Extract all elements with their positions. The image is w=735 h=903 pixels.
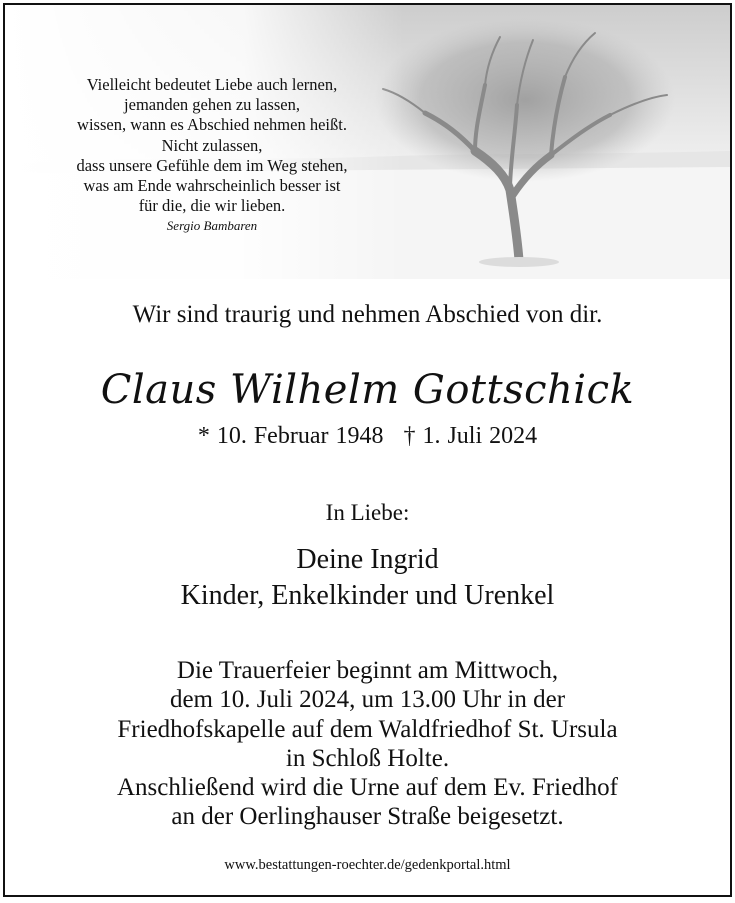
- poem-line: dass unsere Gefühle dem im Weg stehen,: [76, 155, 348, 175]
- poem-line: für die, die wir lieben.: [138, 196, 286, 216]
- deceased-name: Claus Wilhelm Gottschick: [100, 367, 635, 413]
- obituary-notice: [3, 3, 732, 897]
- mourners-intro: In Liebe:: [325, 500, 410, 525]
- memorial-portal-url: www.bestattungen-roechter.de/gedenkportal.html: [224, 857, 511, 873]
- mourner-line: Deine Ingrid: [296, 544, 439, 575]
- birth-date: * 10. Februar 1948: [197, 423, 384, 449]
- poem-line: Nicht zulassen,: [161, 135, 263, 155]
- poem-quote: [27, 75, 397, 235]
- service-line: dem 10. Juli 2024, um 13.00 Uhr in der: [169, 686, 566, 714]
- service-line: Die Trauerfeier beginnt am Mittwoch,: [176, 657, 559, 684]
- life-dates: [5, 423, 730, 450]
- poem-author: Sergio Bambaren: [166, 218, 258, 234]
- funeral-service-details: [5, 656, 730, 832]
- farewell-headline: Wir sind traurig und nehmen Abschied von dir.: [132, 301, 603, 328]
- poem-line: was am Ende wahrscheinlich besser ist: [83, 176, 341, 196]
- service-line: an der Oerlinghauser Straße beigesetzt.: [171, 803, 564, 831]
- poem-line: Vielleicht bedeutet Liebe auch lernen,: [86, 75, 338, 94]
- mourner-line: Kinder, Enkelkinder und Urenkel: [180, 580, 555, 611]
- service-line: in Schloß Holte.: [285, 744, 450, 772]
- mourners-list: [5, 542, 730, 614]
- service-line: Anschließend wird die Urne auf dem Ev. Friedhof: [116, 774, 618, 802]
- poem-line: jemanden gehen zu lassen,: [124, 95, 300, 115]
- death-date: † 1. Juli 2024: [403, 423, 538, 449]
- poem-line: wissen, wann es Abschied nehmen heißt.: [77, 115, 347, 135]
- service-line: Friedhofskapelle auf dem Waldfriedhof St. Ursula: [117, 715, 618, 743]
